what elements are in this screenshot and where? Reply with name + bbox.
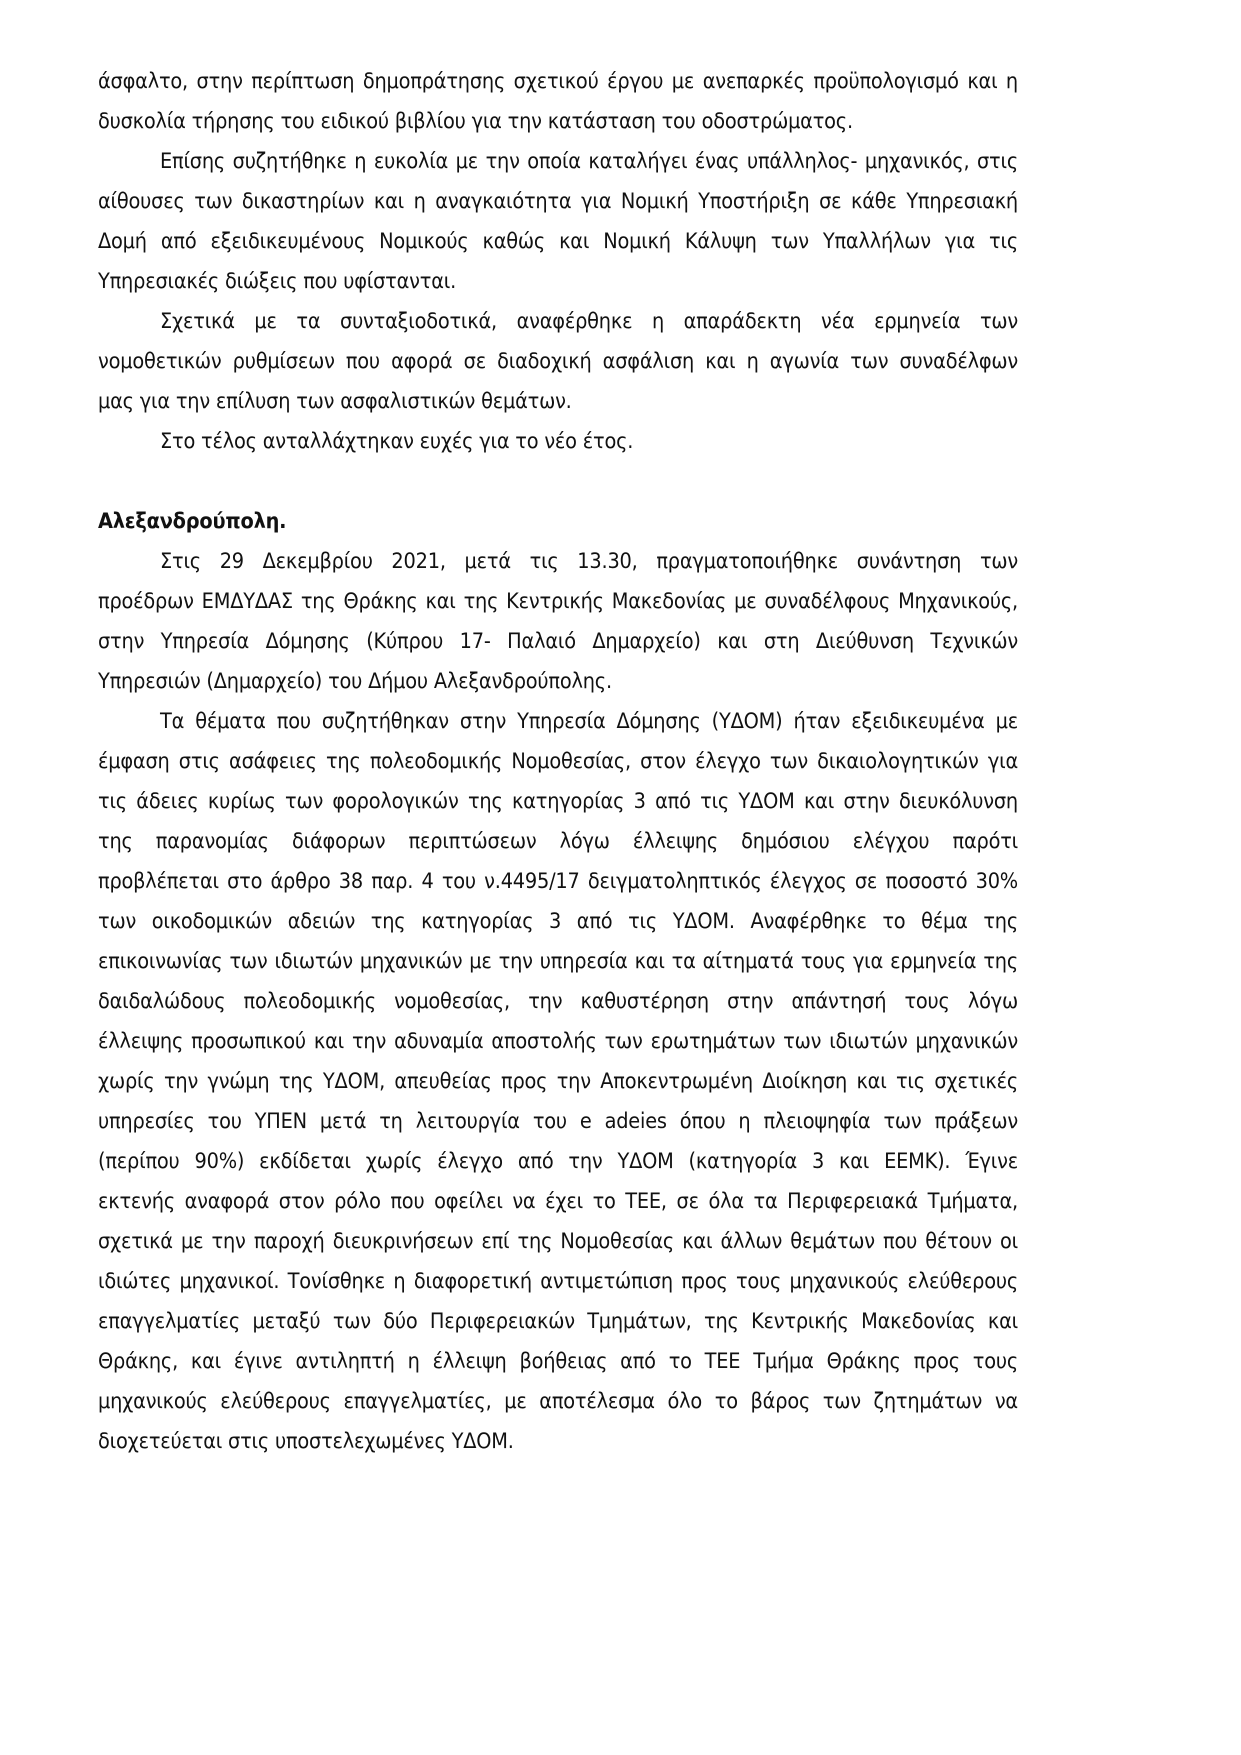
text-line: προβλέπεται στο άρθρο 38 παρ. 4 του ν.4495/17 δειγματοληπτικός έλεγχος σε ποσοστό 30%	[98, 869, 1018, 894]
text-line: υπηρεσίες του ΥΠΕΝ μετά τη λειτουργία του e adeies όπου η πλειοψηφία των πράξεων	[98, 1109, 1018, 1134]
text-line: άσφαλτο, στην περίπτωση δημοπράτησης σχετικού έργου με ανεπαρκές προϋπολογισμό και η	[98, 69, 1018, 94]
text-line: της παρανομίας διάφορων περιπτώσεων λόγω έλλειψης δημόσιου ελέγχου παρότι	[98, 829, 1018, 854]
paragraph	[98, 62, 1018, 142]
text-line: Υπηρεσιακές διώξεις που υφίστανται.	[98, 269, 457, 294]
text-line: στην Υπηρεσία Δόμησης (Κύπρου 17- Παλαιό Δημαρχείο) και στη Διεύθυνση Τεχνικών	[98, 629, 1018, 654]
text-line: Τα θέματα που συζητήθηκαν στην Υπηρεσία Δόμησης (ΥΔΟΜ) ήταν εξειδικευμένα με	[160, 709, 1018, 734]
text-line: νομοθετικών ρυθμίσεων που αφορά σε διαδοχική ασφάλιση και η αγωνία των συναδέλφων	[98, 349, 1018, 374]
text-line: Υπηρεσιών (Δημαρχείο) του Δήμου Αλεξανδρούπολης.	[98, 669, 612, 694]
text-line: δαιδαλώδους πολεοδομικής νομοθεσίας, την καθυστέρηση στην απάντησή τους λόγω	[98, 989, 1018, 1014]
text-line: εκτενής αναφορά στον ρόλο που οφείλει να έχει το ΤΕΕ, σε όλα τα Περιφερειακά Τμήματα,	[98, 1189, 1018, 1214]
text-line: τις άδειες κυρίως των φορολογικών της κατηγορίας 3 από τις ΥΔΟΜ και στην διευκόλυνση	[98, 789, 1018, 814]
text-line: διοχετεύεται στις υποστελεχωμένες ΥΔΟΜ.	[98, 1429, 514, 1454]
text-line: δυσκολία τήρησης του ειδικού βιβλίου για την κατάσταση του οδοστρώματος.	[98, 109, 853, 134]
paragraph	[98, 542, 1018, 702]
text-line: έλλειψης προσωπικού και την αδυναμία αποστολής των ερωτημάτων των ιδιωτών μηχανικών	[98, 1029, 1018, 1054]
text-line: αίθουσες των δικαστηρίων και η αναγκαιότητα για Νομική Υποστήριξη σε κάθε Υπηρεσιακή	[98, 189, 1018, 214]
paragraph	[98, 302, 1018, 422]
text-line: μας για την επίλυση των ασφαλιστικών θεμάτων.	[98, 389, 572, 414]
text-line: προέδρων ΕΜΔΥΔΑΣ της Θράκης και της Κεντρικής Μακεδονίας με συναδέλφους Μηχανικούς,	[98, 589, 1018, 614]
text-line: των οικοδομικών αδειών της κατηγορίας 3 από τις ΥΔΟΜ. Αναφέρθηκε το θέμα της	[98, 909, 1018, 934]
section-heading: Αλεξανδρούπολη.	[98, 509, 287, 534]
text-line: χωρίς την γνώμη της ΥΔΟΜ, απευθείας προς την Αποκεντρωμένη Διοίκηση και τις σχετικές	[98, 1069, 1018, 1094]
text-line: έμφαση στις ασάφειες της πολεοδομικής Νομοθεσίας, στον έλεγχο των δικαιολογητικών για	[98, 749, 1018, 774]
text-line: ιδιώτες μηχανικοί. Τονίσθηκε η διαφορετική αντιμετώπιση προς τους μηχανικούς ελεύθερους	[98, 1269, 1018, 1294]
text-line: μηχανικούς ελεύθερους επαγγελματίες, με αποτέλεσμα όλο το βάρος των ζητημάτων να	[98, 1389, 1018, 1414]
intro-paragraphs	[98, 62, 1018, 462]
document-page	[98, 62, 1018, 1462]
paragraph	[98, 702, 1018, 1462]
text-line: Στο τέλος ανταλλάχτηκαν ευχές για το νέο έτος.	[160, 429, 634, 454]
text-line: Θράκης, και έγινε αντιληπτή η έλλειψη βοήθειας από το ΤΕΕ Τμήμα Θράκης προς τους	[98, 1349, 1018, 1374]
text-line: Στις 29 Δεκεμβρίου 2021, μετά τις 13.30, πραγματοποιήθηκε συνάντηση των	[160, 549, 1018, 574]
section-paragraphs	[98, 542, 1018, 1462]
paragraph	[98, 142, 1018, 302]
text-line: επαγγελματίες μεταξύ των δύο Περιφερειακών Τμημάτων, της Κεντρικής Μακεδονίας και	[98, 1309, 1018, 1334]
paragraph	[98, 422, 1018, 462]
text-line: Σχετικά με τα συνταξιοδοτικά, αναφέρθηκε η απαράδεκτη νέα ερμηνεία των	[160, 309, 1018, 334]
text-line: επικοινωνίας των ιδιωτών μηχανικών με την υπηρεσία και τα αίτηματά τους για ερμηνεία της	[98, 949, 1018, 974]
text-line: σχετικά με την παροχή διευκρινήσεων επί της Νομοθεσίας και άλλων θεμάτων που θέτουν οι	[98, 1229, 1018, 1254]
text-line: (περίπου 90%) εκδίδεται χωρίς έλεγχο από την ΥΔΟΜ (κατηγορία 3 και ΕΕΜΚ). Έγινε	[98, 1149, 1018, 1174]
text-line: Επίσης συζητήθηκε η ευκολία με την οποία καταλήγει ένας υπάλληλος- μηχανικός, στις	[160, 149, 1018, 174]
text-line: Δομή από εξειδικευμένους Νομικούς καθώς και Νομική Κάλυψη των Υπαλλήλων για τις	[98, 229, 1018, 254]
